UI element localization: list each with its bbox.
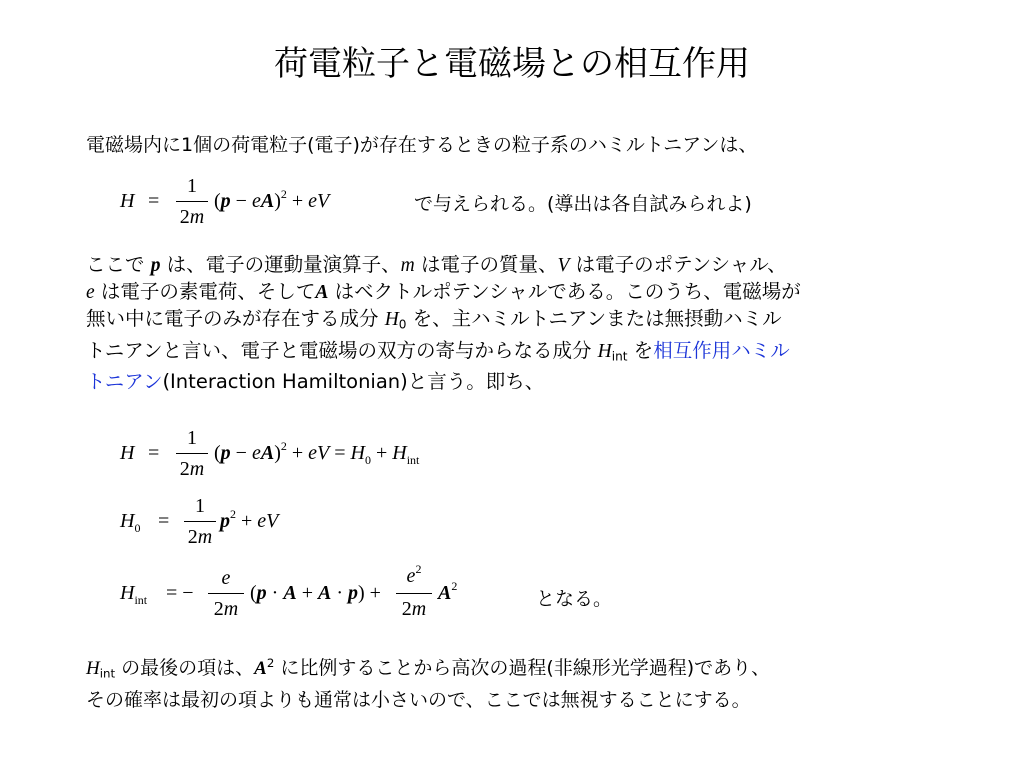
eq-symbol: 1 bbox=[187, 427, 197, 449]
eq-symbol: = bbox=[148, 442, 160, 464]
explanation-line: 無い中に電子のみが存在する成分 $H_0$ を、主ハミルトニアンまたは無摂動ハミル bbox=[86, 307, 782, 332]
equation-hamiltonian-split bbox=[120, 424, 500, 484]
eq-denominator: 2m bbox=[179, 458, 205, 480]
explanation-text bbox=[86, 252, 956, 395]
fraction-bar bbox=[176, 201, 208, 202]
eq-denominator: 2m bbox=[213, 598, 239, 620]
eq-lhs: $H_{int}$ bbox=[120, 582, 148, 607]
fraction-bar bbox=[396, 593, 432, 594]
conclusion-text bbox=[86, 650, 956, 713]
eq-body: (p − eA)$^2$ + eV = $H_0 + H_{int}$ bbox=[214, 439, 420, 467]
equation-h0 bbox=[120, 492, 340, 552]
eq-denominator: 2m bbox=[187, 526, 213, 548]
eq-symbol: H bbox=[120, 190, 135, 212]
eq-body: $p^2$ + eV bbox=[220, 507, 279, 532]
intro-text: 電磁場内に1個の荷電粒子(電子)が存在するときの粒子系のハミルトニアンは、 bbox=[86, 134, 758, 156]
naru-text: となる。 bbox=[536, 588, 613, 610]
interaction-hamiltonian-term: 相互作用ハミル bbox=[653, 338, 790, 362]
explanation-line: ここで p は、電子の運動量演算子、m は電子の質量、V は電子のポテンシャル、 bbox=[86, 253, 787, 276]
eq-denominator: 2m bbox=[401, 598, 427, 620]
eq-symbol: = bbox=[158, 510, 170, 532]
eq-body: (p − eA)$^2$ + eV bbox=[214, 187, 330, 212]
eq-tail: $A^2$ bbox=[438, 579, 458, 604]
eq-body: (p · A + A · p) + bbox=[250, 582, 381, 604]
eq-numerator: $e^2$ bbox=[406, 562, 422, 587]
fraction-bar bbox=[184, 521, 216, 522]
conclusion-line: その確率は最初の項よりも通常は小さいので、ここでは無視することにする。 bbox=[86, 688, 751, 711]
eq-symbol: 1 bbox=[187, 175, 197, 197]
explanation-line: トニアンと言い、電子と電磁場の双方の寄与からなる成分 $H_{int}$ を相互作用ハミル bbox=[86, 338, 790, 364]
equation-hint bbox=[120, 562, 500, 626]
eq-lhs: $H_0$ bbox=[120, 510, 141, 535]
eq-symbol: 1 bbox=[195, 495, 205, 517]
eq-symbol: H bbox=[120, 442, 135, 464]
explanation-line: トニアン(Interaction Hamiltonian)と言う。即ち、 bbox=[86, 370, 545, 394]
explanation-line: e は電子の素電荷、そしてA はベクトルポテンシャルである。このうち、電磁場が bbox=[86, 280, 801, 303]
fraction-bar bbox=[208, 593, 244, 594]
eq-denominator: 2m bbox=[179, 206, 205, 228]
fraction-bar bbox=[176, 453, 208, 454]
eq-symbol: e bbox=[221, 567, 231, 589]
interaction-hamiltonian-term: トニアン bbox=[86, 370, 163, 394]
equation-hamiltonian bbox=[120, 172, 380, 232]
slide-title: 荷電粒子と電磁場との相互作用 bbox=[274, 44, 750, 84]
eq-symbol: = − bbox=[166, 582, 194, 604]
eq-symbol: = bbox=[148, 190, 160, 212]
conclusion-line: $H_{int}$ の最後の項は、$A^2$ に比例することから高次の過程(非線形光学過程)であり、 bbox=[86, 656, 771, 681]
given-by-text: で与えられる。(導出は各自試みられよ) bbox=[414, 193, 752, 215]
